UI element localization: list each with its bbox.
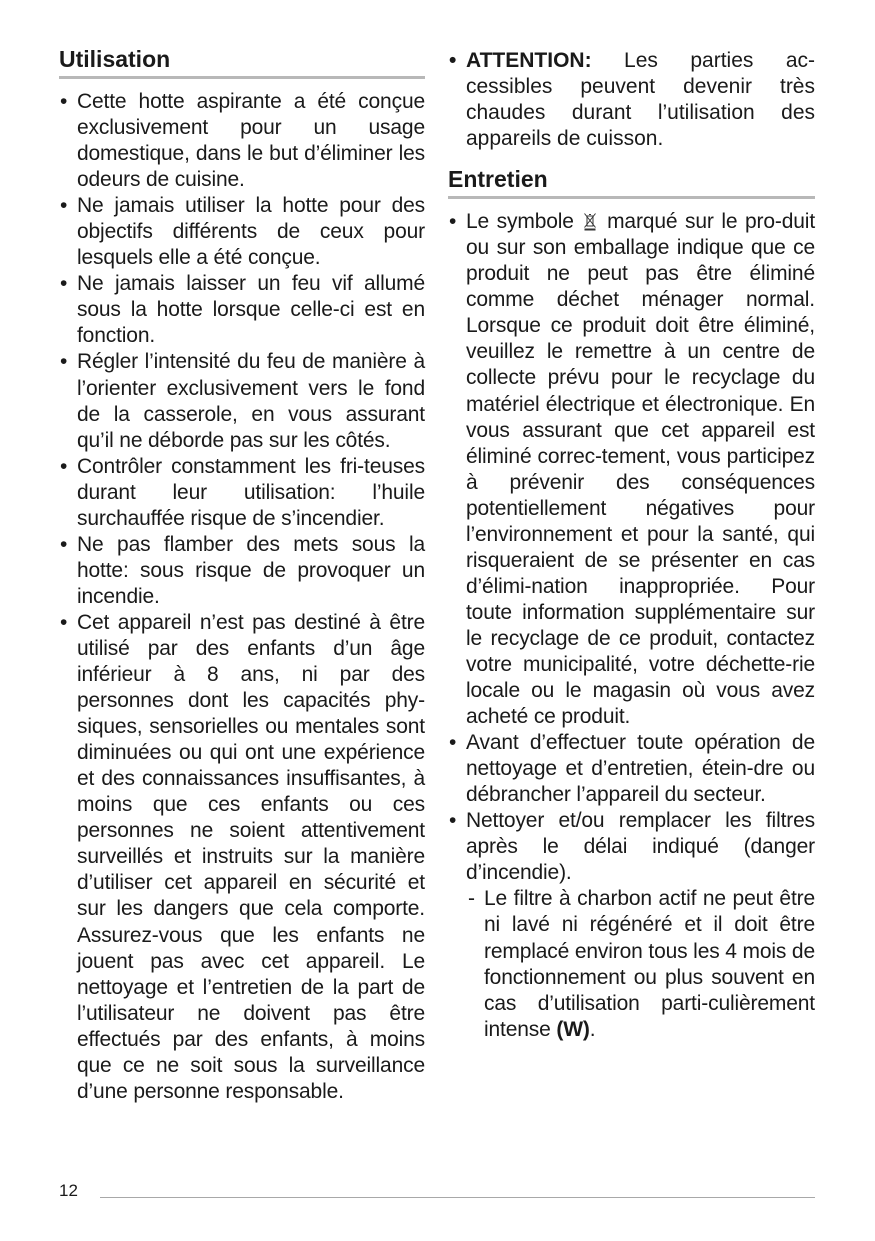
list-item: • Régler l’intensité du feu de manière à l’orienter exclusivement vers le fond de la casserole, en vous assurant qu’il ne déborde pas sur les côtés. bbox=[59, 349, 425, 453]
left-column bbox=[59, 44, 425, 1105]
page-number: 12 bbox=[59, 1181, 78, 1200]
list-item: • Contrôler constamment les fri-teuses durant leur utilisation: l’huile surchauffée risque de s’incendier. bbox=[59, 454, 425, 532]
crossed-out-bin-icon bbox=[583, 211, 597, 231]
list-item: • Ne jamais utiliser la hotte pour des objectifs différents de ceux pour lesquels elle a été conçue. bbox=[59, 193, 425, 271]
entretien-list bbox=[448, 209, 815, 1043]
list-item: • Avant d’effectuer toute opération de nettoyage et d’entretien, étein-dre ou débrancher l’appareil du secteur. bbox=[448, 730, 815, 808]
sub-list-item bbox=[466, 886, 815, 1042]
attention-note bbox=[448, 48, 815, 152]
section-title-entretien: Entretien bbox=[448, 164, 815, 199]
weee-text-before: Le symbole bbox=[466, 210, 582, 234]
sub-text: Le filtre à charbon actif ne peut être ni lavé ni régénéré et il doit être remplacé environ tous les 4 mois de fonctionnement ou plus souvent en cas d’utilisation parti-culièrement intense bbox=[484, 887, 815, 1041]
filter-sublist bbox=[466, 886, 815, 1042]
sub-bold: (W) bbox=[556, 1017, 590, 1041]
sub-end: . bbox=[589, 1017, 596, 1041]
list-item bbox=[448, 808, 815, 1042]
footer-divider bbox=[100, 1197, 815, 1198]
right-column bbox=[448, 44, 815, 1043]
section-title-utilisation: Utilisation bbox=[59, 44, 425, 79]
utilisation-list bbox=[59, 89, 425, 1105]
list-item: • Cette hotte aspirante a été conçue exclusivement pour un usage domestique, dans le but d’éliminer les odeurs de cuisine. bbox=[59, 89, 425, 193]
attention-label: ATTENTION: bbox=[466, 49, 592, 72]
filter-text: Nettoyer et/ou remplacer les filtres après le délai indiqué (danger d’incendie). bbox=[466, 809, 815, 885]
list-item-weee bbox=[448, 209, 815, 730]
list-item: • Ne jamais laisser un feu vif allumé sous la hotte lorsque celle-ci est en fonction. bbox=[59, 271, 425, 349]
bullet: • bbox=[449, 49, 457, 72]
list-item: • Cet appareil n’est pas destiné à être utilisé par des enfants d’un âge inférieur à 8 ans, ni par des personnes dont les capacités phy-siques, sensorielles ou mentales sont diminuées ou qui ont une expérience et des connaissances insuffisantes, à moins que ces enfants ou ces personnes ne soient attentivement surveillés et instruits sur la manière d’utiliser cet appareil en sécurité et sur les dangers que cela comporte. Assurez-vous que les enfants ne jouent pas avec cet appareil. Le nettoyage et l’entretien de la part de l’utilisateur ne doivent pas être effectués par des enfants, à moins que ce ne soit sous la surveillance d’une personne responsable. bbox=[59, 610, 425, 1105]
list-item: • Ne pas flamber des mets sous la hotte: sous risque de provoquer un incendie. bbox=[59, 532, 425, 610]
attention-text: Les parties ac-cessibles peuvent devenir très chaudes durant l’utilisation des appareils de cuisson. bbox=[466, 49, 815, 151]
weee-text-after: marqué sur le pro-duit ou sur son emballage indique que ce produit ne peut pas être éliminé comme déchet ménager normal. Lorsque ce produit doit être éliminé, veuillez le remettre à un centre de collecte prévu pour le recyclage du matériel électrique et électronique. En vous assurant que cet appareil est éliminé correc-tement, vous participez à prévenir des conséquences potentiellement négatives pour l’environnement et pour la santé, qui risqueraient de se présenter en cas d’élimi-nation inappropriée. Pour toute information supplémentaire sur le recyclage de ce produit, contactez votre municipalité, votre déchette-rie locale ou le magasin où vous avez acheté ce produit. bbox=[466, 210, 816, 729]
